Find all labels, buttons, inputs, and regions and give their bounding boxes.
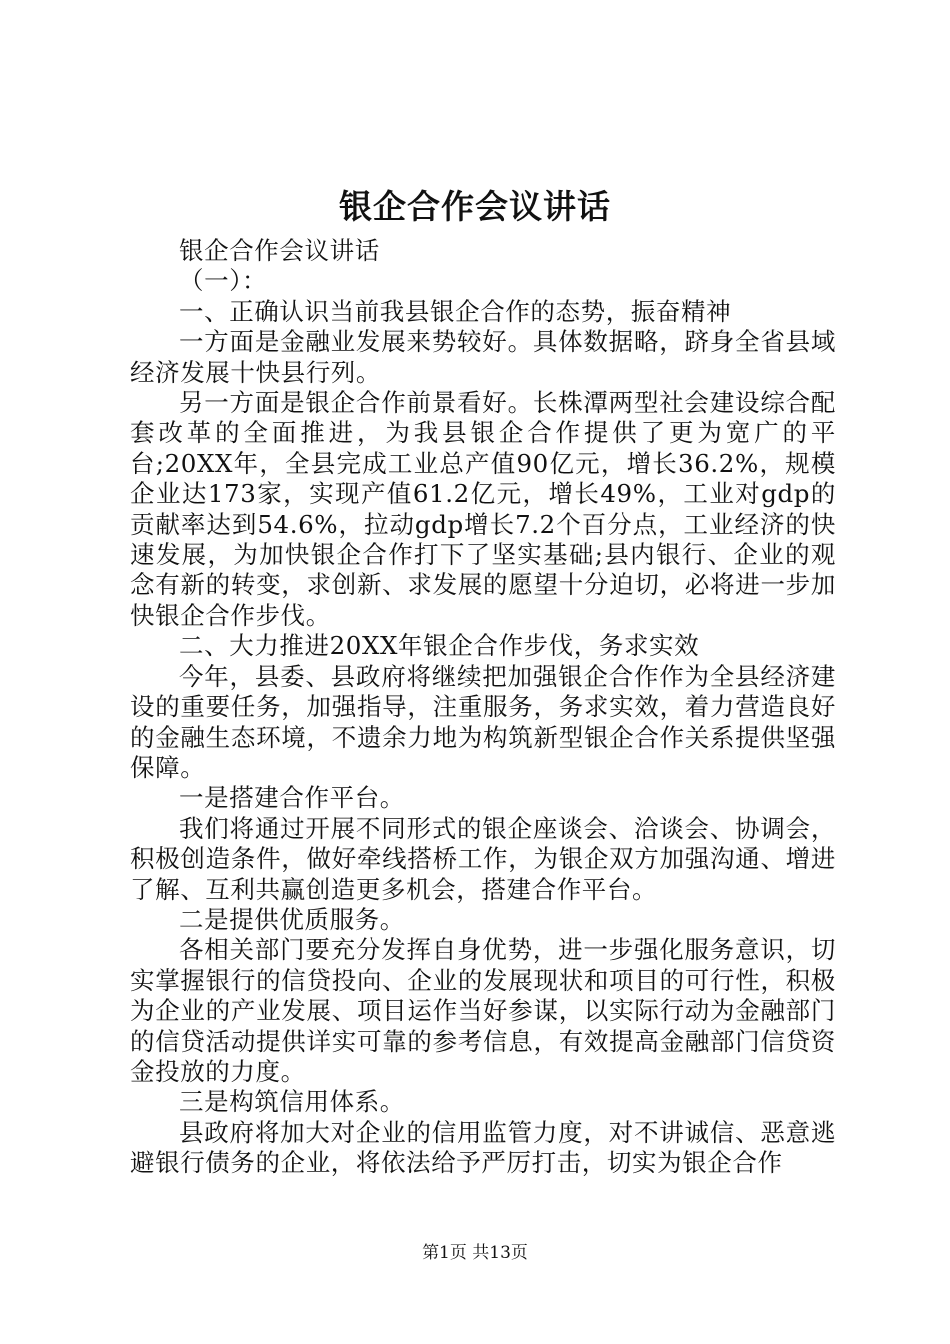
paragraph: 我们将通过开展不同形式的银企座谈会、洽谈会、协调会，积极创造条件，做好牵线搭桥工作，为银企双方加强沟通、增进了解、互利共赢创造更多机会，搭建合作平台。: [130, 813, 836, 904]
paragraph: 另一方面是银企合作前景看好。长株潭两型社会建设综合配套改革的全面推进，为我县银企合作提供了更为宽广的平台;20XX年，全县完成工业总产值90亿元，增长36.2%，规模企业达173家，实现产值61.2亿元，增长49%，工业对gdp的贡献率达到54.6%，拉动gdp增长7.2个百分点，工业经济的快速发展，为加快银企合作打下了坚实基础;县内银行、企业的观念有新的转变，求创新、求发展的愿望十分迫切，必将进一步加快银企合作步伐。: [130, 388, 836, 630]
paragraph: 各相关部门要充分发挥自身优势，进一步强化服务意识，切实掌握银行的信贷投向、企业的发展现状和项目的可行性，积极为企业的产业发展、项目运作当好参谋，以实际行动为金融部门的信贷活动提供详实可靠的参考信息，有效提高金融部门信贷资金投放的力度。: [130, 935, 836, 1086]
paragraph: 县政府将加大对企业的信用监管力度，对不讲诚信、恶意逃避银行债务的企业，将依法给予严厉打击，切实为银企合作: [130, 1117, 836, 1178]
paragraph: 银企合作会议讲话: [179, 236, 380, 265]
paragraph: 今年，县委、县政府将继续把加强银企合作作为全县经济建设的重要任务，加强指导，注重服务，务求实效，着力营造良好的金融生态环境，不遗余力地为构筑新型银企合作关系提供坚强保障。: [130, 661, 836, 782]
section-heading: 二、大力推进20XX年银企合作步伐，务求实效: [179, 631, 700, 661]
paragraph: （一）：: [179, 266, 268, 296]
document-body: [130, 236, 836, 1179]
paragraph: 一方面是金融业发展来势较好。具体数据略，跻身全省县域经济发展十快县行列。: [130, 327, 836, 387]
subsection-heading: 三是构筑信用体系。: [179, 1087, 405, 1117]
section-heading: 一、正确认识当前我县银企合作的态势，振奋精神: [179, 296, 732, 326]
document-title: 银企合作会议讲话: [339, 187, 611, 226]
subsection-heading: 二是提供优质服务。: [179, 904, 405, 934]
page-number-footer: 第1页 共13页: [422, 1243, 528, 1263]
subsection-heading: 一是搭建合作平台。: [179, 783, 405, 813]
